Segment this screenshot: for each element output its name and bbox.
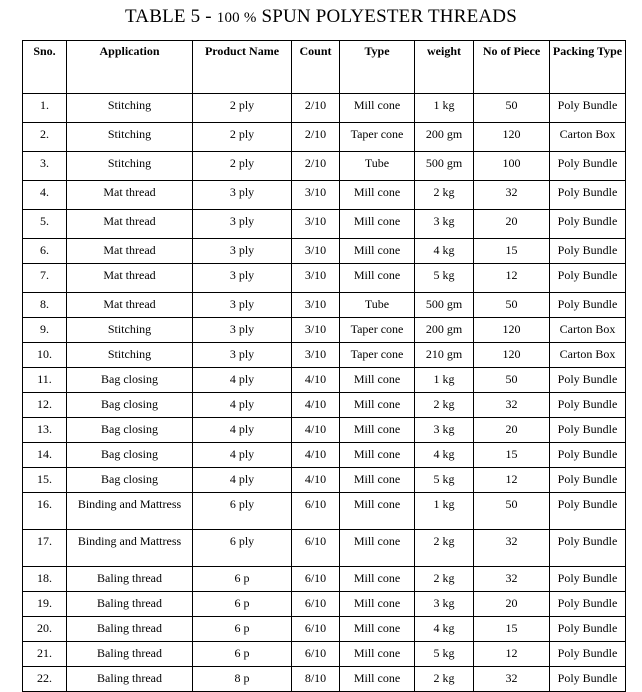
table-row bbox=[23, 642, 626, 667]
col-packing-type-cell: Poly Bundle bbox=[550, 418, 626, 443]
col-packing-type-cell: Poly Bundle bbox=[550, 667, 626, 692]
col-application-cell: Bag closing bbox=[67, 368, 193, 393]
col-count-cell: 3/10 bbox=[292, 181, 340, 210]
table-row bbox=[23, 443, 626, 468]
col-application-cell: Bag closing bbox=[67, 393, 193, 418]
col-pieces-cell: 50 bbox=[474, 94, 550, 123]
col-pieces-cell: 120 bbox=[474, 318, 550, 343]
col-product-name-cell: 2 ply bbox=[193, 152, 292, 181]
col-type-cell: Mill cone bbox=[340, 181, 415, 210]
col-count-cell: 3/10 bbox=[292, 293, 340, 318]
table-body bbox=[23, 94, 626, 692]
col-sno-cell: 16. bbox=[23, 493, 67, 530]
col-product-name-cell: 2 ply bbox=[193, 123, 292, 152]
table-row bbox=[23, 530, 626, 567]
col-pieces-cell: 20 bbox=[474, 210, 550, 239]
col-weight-cell: 1 kg bbox=[415, 368, 474, 393]
col-type-cell: Mill cone bbox=[340, 642, 415, 667]
table-row bbox=[23, 239, 626, 264]
table-row bbox=[23, 418, 626, 443]
col-product-name-cell: 4 ply bbox=[193, 368, 292, 393]
col-product-name-cell: 4 ply bbox=[193, 443, 292, 468]
header-row bbox=[23, 41, 626, 94]
col-pieces-cell: 32 bbox=[474, 667, 550, 692]
col-weight-cell: 3 kg bbox=[415, 418, 474, 443]
col-pieces-cell: 20 bbox=[474, 592, 550, 617]
table-row bbox=[23, 368, 626, 393]
col-type-cell: Mill cone bbox=[340, 592, 415, 617]
col-packing-type-cell: Carton Box bbox=[550, 343, 626, 368]
col-sno-cell: 3. bbox=[23, 152, 67, 181]
col-product-name-cell: 2 ply bbox=[193, 94, 292, 123]
col-count-cell: 6/10 bbox=[292, 530, 340, 567]
col-application-cell: Bag closing bbox=[67, 418, 193, 443]
col-application-cell: Stitching bbox=[67, 318, 193, 343]
col-weight-cell: 1 kg bbox=[415, 493, 474, 530]
col-packing-type-cell: Carton Box bbox=[550, 318, 626, 343]
col-type-cell: Tube bbox=[340, 293, 415, 318]
col-pieces-cell: 120 bbox=[474, 123, 550, 152]
col-sno-header: Sno. bbox=[23, 41, 67, 94]
col-pieces-cell: 50 bbox=[474, 293, 550, 318]
col-application-cell: Baling thread bbox=[67, 642, 193, 667]
col-sno-cell: 17. bbox=[23, 530, 67, 567]
col-packing-type-cell: Poly Bundle bbox=[550, 530, 626, 567]
col-type-cell: Mill cone bbox=[340, 264, 415, 293]
col-product-name-cell: 6 p bbox=[193, 567, 292, 592]
col-sno-cell: 9. bbox=[23, 318, 67, 343]
title-suffix: SPUN POLYESTER THREADS bbox=[261, 6, 517, 27]
col-pieces-cell: 32 bbox=[474, 530, 550, 567]
table-row bbox=[23, 343, 626, 368]
col-pieces-cell: 12 bbox=[474, 468, 550, 493]
table-row bbox=[23, 264, 626, 293]
col-weight-cell: 2 kg bbox=[415, 181, 474, 210]
col-packing-type-cell: Poly Bundle bbox=[550, 493, 626, 530]
col-count-cell: 6/10 bbox=[292, 493, 340, 530]
col-packing-type-cell: Poly Bundle bbox=[550, 468, 626, 493]
col-pieces-cell: 15 bbox=[474, 617, 550, 642]
col-sno-cell: 6. bbox=[23, 239, 67, 264]
col-count-cell: 6/10 bbox=[292, 592, 340, 617]
col-weight-cell: 500 gm bbox=[415, 293, 474, 318]
col-count-cell: 4/10 bbox=[292, 368, 340, 393]
col-sno-cell: 4. bbox=[23, 181, 67, 210]
table-title bbox=[0, 6, 642, 28]
col-packing-type-cell: Poly Bundle bbox=[550, 94, 626, 123]
col-application-cell: Stitching bbox=[67, 343, 193, 368]
col-count-cell: 3/10 bbox=[292, 239, 340, 264]
col-product-name-cell: 3 ply bbox=[193, 181, 292, 210]
col-type-cell: Mill cone bbox=[340, 94, 415, 123]
col-count-cell: 4/10 bbox=[292, 468, 340, 493]
col-type-cell: Tube bbox=[340, 152, 415, 181]
col-weight-cell: 5 kg bbox=[415, 468, 474, 493]
col-application-cell: Mat thread bbox=[67, 210, 193, 239]
col-weight-cell: 1 kg bbox=[415, 94, 474, 123]
col-type-cell: Mill cone bbox=[340, 567, 415, 592]
col-product-name-cell: 6 p bbox=[193, 592, 292, 617]
col-pieces-cell: 32 bbox=[474, 393, 550, 418]
table-row bbox=[23, 94, 626, 123]
col-application-cell: Baling thread bbox=[67, 617, 193, 642]
col-product-name-cell: 4 ply bbox=[193, 468, 292, 493]
col-weight-cell: 2 kg bbox=[415, 530, 474, 567]
col-sno-cell: 7. bbox=[23, 264, 67, 293]
col-sno-cell: 8. bbox=[23, 293, 67, 318]
col-packing-type-cell: Poly Bundle bbox=[550, 264, 626, 293]
col-weight-cell: 5 kg bbox=[415, 264, 474, 293]
col-sno-cell: 14. bbox=[23, 443, 67, 468]
col-count-cell: 6/10 bbox=[292, 567, 340, 592]
col-type-cell: Mill cone bbox=[340, 210, 415, 239]
col-pieces-cell: 12 bbox=[474, 264, 550, 293]
col-packing-type-cell: Poly Bundle bbox=[550, 368, 626, 393]
title-prefix: TABLE 5 - bbox=[124, 6, 212, 27]
col-product-name-cell: 6 p bbox=[193, 642, 292, 667]
col-application-cell: Baling thread bbox=[67, 592, 193, 617]
table-row bbox=[23, 123, 626, 152]
col-pieces-cell: 50 bbox=[474, 493, 550, 530]
table-row bbox=[23, 468, 626, 493]
col-packing-type-cell: Poly Bundle bbox=[550, 642, 626, 667]
col-pieces-cell: 50 bbox=[474, 368, 550, 393]
col-packing-type-cell: Poly Bundle bbox=[550, 617, 626, 642]
col-type-cell: Mill cone bbox=[340, 468, 415, 493]
col-sno-cell: 1. bbox=[23, 94, 67, 123]
col-application-cell: Stitching bbox=[67, 152, 193, 181]
col-packing-type-cell: Poly Bundle bbox=[550, 443, 626, 468]
col-weight-cell: 5 kg bbox=[415, 642, 474, 667]
table-row bbox=[23, 567, 626, 592]
col-packing-type-cell: Poly Bundle bbox=[550, 393, 626, 418]
title-percent: 100 % bbox=[216, 10, 257, 26]
col-packing-type-cell: Poly Bundle bbox=[550, 152, 626, 181]
col-type-cell: Mill cone bbox=[340, 368, 415, 393]
col-type-cell: Taper cone bbox=[340, 343, 415, 368]
col-application-cell: Mat thread bbox=[67, 239, 193, 264]
col-sno-cell: 11. bbox=[23, 368, 67, 393]
col-weight-cell: 2 kg bbox=[415, 567, 474, 592]
col-product-name-header: Product Name bbox=[193, 41, 292, 94]
col-type-cell: Taper cone bbox=[340, 123, 415, 152]
col-product-name-cell: 8 p bbox=[193, 667, 292, 692]
table-row bbox=[23, 617, 626, 642]
table-row bbox=[23, 393, 626, 418]
col-count-cell: 3/10 bbox=[292, 343, 340, 368]
col-sno-cell: 5. bbox=[23, 210, 67, 239]
col-packing-type-cell: Poly Bundle bbox=[550, 239, 626, 264]
col-count-cell: 4/10 bbox=[292, 418, 340, 443]
col-product-name-cell: 4 ply bbox=[193, 418, 292, 443]
col-application-cell: Mat thread bbox=[67, 293, 193, 318]
col-sno-cell: 18. bbox=[23, 567, 67, 592]
col-count-cell: 4/10 bbox=[292, 443, 340, 468]
col-count-cell: 3/10 bbox=[292, 210, 340, 239]
col-count-header: Count bbox=[292, 41, 340, 94]
col-pieces-header: No of Piece bbox=[474, 41, 550, 94]
col-product-name-cell: 3 ply bbox=[193, 239, 292, 264]
col-product-name-cell: 3 ply bbox=[193, 343, 292, 368]
col-sno-cell: 15. bbox=[23, 468, 67, 493]
col-count-cell: 4/10 bbox=[292, 393, 340, 418]
col-pieces-cell: 32 bbox=[474, 181, 550, 210]
col-type-header: Type bbox=[340, 41, 415, 94]
col-count-cell: 8/10 bbox=[292, 667, 340, 692]
col-application-cell: Baling thread bbox=[67, 667, 193, 692]
col-pieces-cell: 15 bbox=[474, 239, 550, 264]
col-sno-cell: 2. bbox=[23, 123, 67, 152]
col-application-cell: Binding and Mattress bbox=[67, 530, 193, 567]
col-packing-type-cell: Carton Box bbox=[550, 123, 626, 152]
col-product-name-cell: 4 ply bbox=[193, 393, 292, 418]
col-count-cell: 2/10 bbox=[292, 123, 340, 152]
col-application-cell: Mat thread bbox=[67, 264, 193, 293]
col-packing-type-cell: Poly Bundle bbox=[550, 181, 626, 210]
col-count-cell: 2/10 bbox=[292, 152, 340, 181]
col-weight-cell: 2 kg bbox=[415, 393, 474, 418]
col-application-cell: Bag closing bbox=[67, 468, 193, 493]
col-pieces-cell: 32 bbox=[474, 567, 550, 592]
col-type-cell: Mill cone bbox=[340, 418, 415, 443]
col-pieces-cell: 120 bbox=[474, 343, 550, 368]
threads-table bbox=[22, 40, 626, 692]
col-sno-cell: 22. bbox=[23, 667, 67, 692]
col-weight-cell: 4 kg bbox=[415, 239, 474, 264]
col-packing-type-cell: Poly Bundle bbox=[550, 567, 626, 592]
col-sno-cell: 13. bbox=[23, 418, 67, 443]
col-sno-cell: 10. bbox=[23, 343, 67, 368]
col-packing-type-cell: Poly Bundle bbox=[550, 592, 626, 617]
col-weight-cell: 200 gm bbox=[415, 318, 474, 343]
col-type-cell: Mill cone bbox=[340, 493, 415, 530]
col-pieces-cell: 15 bbox=[474, 443, 550, 468]
col-product-name-cell: 3 ply bbox=[193, 264, 292, 293]
table-row bbox=[23, 210, 626, 239]
col-product-name-cell: 3 ply bbox=[193, 210, 292, 239]
col-weight-cell: 210 gm bbox=[415, 343, 474, 368]
col-type-cell: Mill cone bbox=[340, 530, 415, 567]
col-pieces-cell: 100 bbox=[474, 152, 550, 181]
col-count-cell: 6/10 bbox=[292, 642, 340, 667]
col-weight-cell: 3 kg bbox=[415, 210, 474, 239]
table-row bbox=[23, 592, 626, 617]
col-weight-cell: 4 kg bbox=[415, 443, 474, 468]
col-application-cell: Baling thread bbox=[67, 567, 193, 592]
table-row bbox=[23, 181, 626, 210]
col-pieces-cell: 12 bbox=[474, 642, 550, 667]
col-product-name-cell: 6 p bbox=[193, 617, 292, 642]
table-row bbox=[23, 293, 626, 318]
col-product-name-cell: 3 ply bbox=[193, 293, 292, 318]
table-row bbox=[23, 667, 626, 692]
col-application-cell: Stitching bbox=[67, 94, 193, 123]
col-product-name-cell: 6 ply bbox=[193, 530, 292, 567]
col-application-cell: Stitching bbox=[67, 123, 193, 152]
col-application-header: Application bbox=[67, 41, 193, 94]
col-count-cell: 3/10 bbox=[292, 264, 340, 293]
col-weight-cell: 3 kg bbox=[415, 592, 474, 617]
col-application-cell: Bag closing bbox=[67, 443, 193, 468]
col-packing-type-header: Packing Type bbox=[550, 41, 626, 94]
col-application-cell: Binding and Mattress bbox=[67, 493, 193, 530]
col-product-name-cell: 3 ply bbox=[193, 318, 292, 343]
col-type-cell: Mill cone bbox=[340, 667, 415, 692]
col-sno-cell: 12. bbox=[23, 393, 67, 418]
col-pieces-cell: 20 bbox=[474, 418, 550, 443]
col-packing-type-cell: Poly Bundle bbox=[550, 210, 626, 239]
col-product-name-cell: 6 ply bbox=[193, 493, 292, 530]
table-row bbox=[23, 152, 626, 181]
table-row bbox=[23, 493, 626, 530]
col-type-cell: Mill cone bbox=[340, 617, 415, 642]
col-type-cell: Mill cone bbox=[340, 239, 415, 264]
table-row bbox=[23, 318, 626, 343]
col-sno-cell: 21. bbox=[23, 642, 67, 667]
col-application-cell: Mat thread bbox=[67, 181, 193, 210]
col-type-cell: Taper cone bbox=[340, 318, 415, 343]
col-count-cell: 3/10 bbox=[292, 318, 340, 343]
col-sno-cell: 20. bbox=[23, 617, 67, 642]
col-count-cell: 2/10 bbox=[292, 94, 340, 123]
col-count-cell: 6/10 bbox=[292, 617, 340, 642]
col-sno-cell: 19. bbox=[23, 592, 67, 617]
col-weight-header: weight bbox=[415, 41, 474, 94]
col-type-cell: Mill cone bbox=[340, 443, 415, 468]
col-packing-type-cell: Poly Bundle bbox=[550, 293, 626, 318]
col-weight-cell: 2 kg bbox=[415, 667, 474, 692]
col-weight-cell: 500 gm bbox=[415, 152, 474, 181]
col-type-cell: Mill cone bbox=[340, 393, 415, 418]
col-weight-cell: 200 gm bbox=[415, 123, 474, 152]
col-weight-cell: 4 kg bbox=[415, 617, 474, 642]
